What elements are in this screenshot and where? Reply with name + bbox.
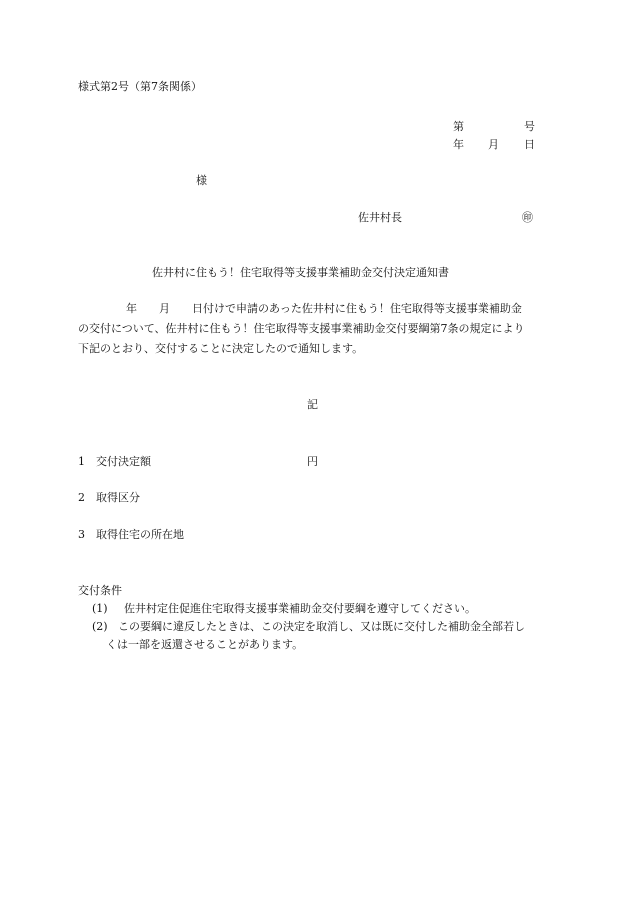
seal-mark: ㊞	[522, 211, 533, 224]
date-month: 月	[488, 138, 499, 151]
item-3-number: 3	[78, 528, 85, 541]
item-1-unit: 円	[307, 455, 318, 468]
condition-1-number: (1)	[92, 602, 108, 615]
condition-2-continuation: くは一部を返還させることがあります。	[106, 638, 304, 651]
sender-title: 佐井村長	[358, 211, 402, 224]
document-title: 佐井村に住もう！住宅取得等支援事業補助金交付決定通知書	[152, 266, 449, 279]
condition-2-number: (2)	[92, 620, 108, 633]
condition-1-text: 佐井村定住促進住宅取得支援事業補助金交付要綱を遵守してください。	[124, 602, 476, 615]
form-number: 様式第2号（第7条関係）	[78, 80, 202, 93]
date-day: 日	[524, 138, 535, 151]
doc-number-prefix: 第	[453, 120, 464, 133]
item-1-number: 1	[78, 455, 85, 468]
condition-2-text: この要綱に違反したときは、この決定を取消し、又は既に交付した補助金全部若し	[118, 620, 525, 633]
body-line-3: 下記のとおり、交付することに決定したので通知します。	[78, 342, 364, 355]
item-3-label: 取得住宅の所在地	[96, 528, 184, 541]
body-line-1	[78, 299, 552, 319]
item-2-number: 2	[78, 491, 85, 504]
body-year: 年	[126, 302, 137, 315]
body-paragraph	[78, 299, 552, 359]
body-month: 月	[159, 302, 170, 315]
item-1-label: 交付決定額	[96, 455, 151, 468]
date-year: 年	[453, 138, 464, 151]
conditions-heading: 交付条件	[78, 584, 122, 597]
doc-number-suffix: 号	[524, 120, 535, 133]
body-line-2: の交付について、佐井村に住もう！住宅取得等支援事業補助金交付要綱第7条の規定により	[78, 322, 525, 335]
item-2-label: 取得区分	[96, 491, 140, 504]
body-line-1-text: 日付けで申請のあった佐井村に住もう！住宅取得等支援事業補助金	[192, 302, 522, 315]
ki-heading: 記	[307, 398, 318, 411]
addressee-honorific: 様	[196, 174, 207, 187]
